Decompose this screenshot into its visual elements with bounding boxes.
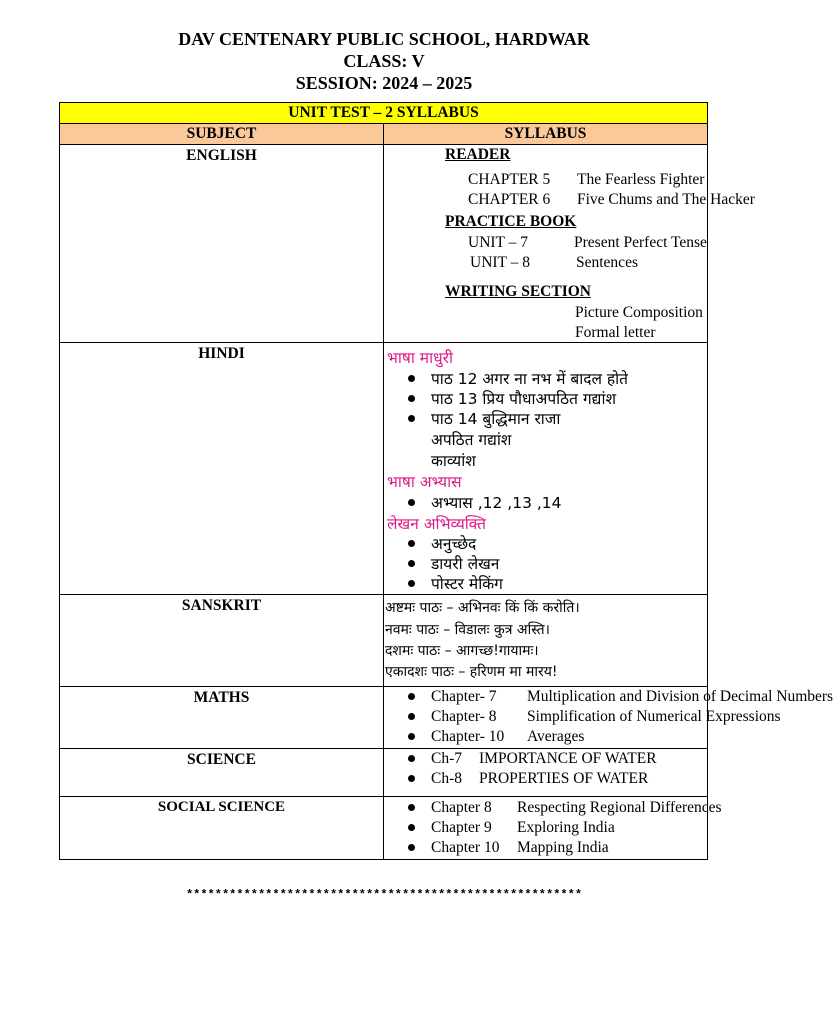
subject-social-science: SOCIAL SCIENCE xyxy=(60,797,384,860)
list-item: Chapter- 10 xyxy=(408,728,504,746)
list-item: Chapter- 7 xyxy=(408,688,497,706)
syllabus-social-science xyxy=(384,797,722,860)
maths-title-1: Multiplication and Division of Decimal Numbers xyxy=(527,688,833,705)
bullet-icon xyxy=(408,693,415,700)
hindi-heading-2: भाषा अभ्यास xyxy=(387,473,462,491)
list-item: Chapter 10 xyxy=(408,839,499,857)
list-item: पाठ 14 बुद्धिमान राजा xyxy=(408,407,560,429)
science-title-1: IMPORTANCE OF WATER xyxy=(479,750,657,767)
practice-title-2: Sentences xyxy=(576,254,638,271)
list-item: अभ्यास ,12 ,13 ,14 xyxy=(408,491,562,513)
list-item: पाठ 12 अगर ना नभ में बादल होते xyxy=(408,367,628,389)
header-subject: SUBJECT xyxy=(60,124,384,145)
bullet-icon xyxy=(408,415,415,422)
social-title-2: Exploring India xyxy=(517,819,615,836)
table-title: UNIT TEST – 2 SYLLABUS xyxy=(60,103,708,124)
practice-title-1: Present Perfect Tense xyxy=(574,234,707,251)
table-row-hindi xyxy=(60,343,708,595)
syllabus-hindi xyxy=(384,343,708,595)
practice-heading: PRACTICE BOOK xyxy=(445,213,577,230)
school-name: DAV CENTENARY PUBLIC SCHOOL, HARDWAR xyxy=(178,29,590,49)
bullet-icon xyxy=(408,824,415,831)
subject-hindi: HINDI xyxy=(60,343,384,595)
subject-science: SCIENCE xyxy=(60,749,384,797)
table-row-maths xyxy=(60,687,708,749)
table-title-row xyxy=(60,103,708,124)
list-item: पाठ 13 प्रिय पौधाअपठित गद्यांश xyxy=(408,387,616,409)
bullet-icon xyxy=(408,375,415,382)
syllabus-maths xyxy=(384,687,833,749)
list-item: Ch-8 xyxy=(408,770,462,788)
hindi-heading-1: भाषा माधुरी xyxy=(387,349,453,367)
hindi-extra-1: अपठित गद्यांश xyxy=(431,431,512,449)
table-row-english xyxy=(60,145,708,343)
reader-chapter-2: CHAPTER 6 xyxy=(468,191,551,208)
list-item: अनुच्छेद xyxy=(408,532,476,554)
bullet-icon xyxy=(408,804,415,811)
sanskrit-line-2: नवमः पाठः – विडालः कुत्र अस्ति। xyxy=(385,622,550,638)
subject-english: ENGLISH xyxy=(60,145,384,343)
bullet-icon xyxy=(408,540,415,547)
footer-stars: ******************************************************* xyxy=(185,888,583,902)
bullet-icon xyxy=(408,499,415,506)
maths-title-3: Averages xyxy=(527,728,585,745)
reader-title-2: Five Chums and The Hacker xyxy=(577,191,755,208)
bullet-icon xyxy=(408,560,415,567)
document-header xyxy=(0,28,768,94)
writing-item-2: Formal letter xyxy=(575,324,656,341)
reader-heading: READER xyxy=(445,146,511,163)
social-title-3: Mapping India xyxy=(517,839,609,856)
table-row-science xyxy=(60,749,708,797)
syllabus-english xyxy=(384,145,755,343)
bullet-icon xyxy=(408,580,415,587)
subject-maths: MATHS xyxy=(60,687,384,749)
reader-title-1: The Fearless Fighter xyxy=(577,171,705,188)
list-item: Chapter- 8 xyxy=(408,708,497,726)
bullet-icon xyxy=(408,844,415,851)
session-line: SESSION: 2024 – 2025 xyxy=(295,73,473,93)
sanskrit-line-4: एकादशः पाठः – हरिणम मा मारय! xyxy=(385,664,558,680)
list-item: पोस्टर मेकिंग xyxy=(408,572,503,594)
bullet-icon xyxy=(408,755,415,762)
practice-unit-1: UNIT – 7 xyxy=(468,234,528,251)
class-line: CLASS: V xyxy=(343,51,425,71)
science-title-2: PROPERTIES OF WATER xyxy=(479,770,649,787)
table-header-row xyxy=(60,124,708,145)
list-item: डायरी लेखन xyxy=(408,552,499,574)
bullet-icon xyxy=(408,713,415,720)
hindi-heading-3: लेखन अभिव्यक्ति xyxy=(387,515,486,533)
subject-sanskrit: SANSKRIT xyxy=(60,595,384,687)
bullet-icon xyxy=(408,733,415,740)
writing-item-1: Picture Composition xyxy=(575,304,703,321)
bullet-icon xyxy=(408,775,415,782)
hindi-extra-2: काव्यांश xyxy=(431,452,476,470)
syllabus-sanskrit xyxy=(384,595,708,687)
table-row-sanskrit xyxy=(60,595,708,687)
list-item: Chapter 8 xyxy=(408,799,492,817)
syllabus-science xyxy=(384,749,708,797)
sanskrit-line-1: अष्टमः पाठः – अभिनवः किं किं करोति। xyxy=(385,600,580,616)
reader-chapter-1: CHAPTER 5 xyxy=(468,171,551,188)
maths-title-2: Simplification of Numerical Expressions xyxy=(527,708,781,725)
header-syllabus: SYLLABUS xyxy=(384,124,708,145)
bullet-icon xyxy=(408,395,415,402)
sanskrit-line-3: दशमः पाठः – आगच्छ!गायामः। xyxy=(385,643,539,659)
social-title-1: Respecting Regional Differences xyxy=(517,799,722,816)
writing-heading: WRITING SECTION xyxy=(445,283,591,300)
list-item: Ch-7 xyxy=(408,750,462,768)
practice-unit-2: UNIT – 8 xyxy=(470,254,530,271)
list-item: Chapter 9 xyxy=(408,819,492,837)
syllabus-table xyxy=(59,102,833,860)
table-row-social-science xyxy=(60,797,708,860)
